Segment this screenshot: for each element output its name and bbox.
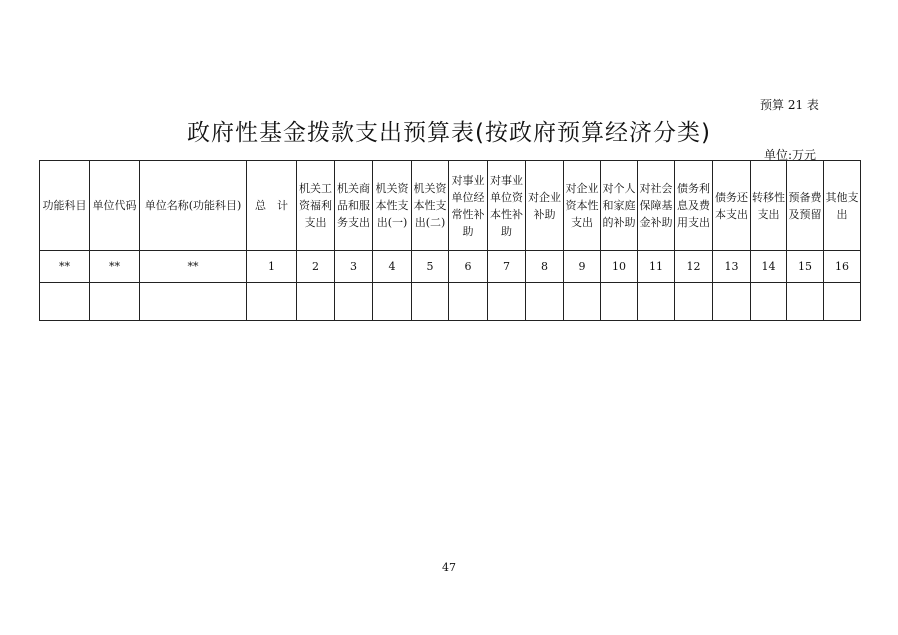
column-header-line: 机关资	[375, 182, 409, 195]
data-cell	[488, 283, 526, 321]
unit-label: 单位:万元	[764, 148, 817, 162]
column-header-line: 功能科目	[42, 199, 87, 212]
index-cell: 7	[488, 251, 526, 283]
column-header	[751, 161, 787, 251]
column-index-row	[40, 251, 861, 283]
column-header-line: 对企业	[565, 182, 599, 195]
column-header-line: 总 计	[255, 199, 288, 212]
data-cell	[449, 283, 488, 321]
column-header-line: 金补助	[639, 216, 673, 229]
column-header	[297, 161, 335, 251]
column-header	[373, 161, 412, 251]
column-header-line: 本性支	[375, 199, 409, 212]
data-cell	[335, 283, 373, 321]
column-header	[526, 161, 564, 251]
data-cell	[90, 283, 140, 321]
data-cell	[713, 283, 751, 321]
data-cell	[526, 283, 564, 321]
column-header-line: 债务还	[715, 190, 748, 204]
column-header	[564, 161, 601, 251]
column-header-line: 保障基	[639, 199, 673, 212]
data-cell	[297, 283, 335, 321]
column-header-line: 债务利	[677, 182, 710, 195]
header-row	[40, 161, 861, 251]
column-header-line: 息及费	[677, 199, 710, 212]
column-header-line: 补助	[533, 207, 556, 221]
index-cell: 6	[449, 251, 488, 283]
column-header	[90, 161, 140, 251]
column-header-line: 务支出	[337, 216, 370, 229]
column-header-line: 对事业	[451, 173, 485, 187]
index-cell: **	[90, 251, 140, 283]
index-cell: 8	[526, 251, 564, 283]
column-header-line: 品和服	[337, 199, 370, 212]
form-number: 预算 21 表	[760, 98, 819, 112]
column-header-line: 用支出	[677, 216, 710, 229]
index-cell: 11	[638, 251, 675, 283]
column-header-line: 对社会	[639, 182, 673, 195]
data-cell	[40, 283, 90, 321]
column-header-line: 本性支	[413, 199, 447, 212]
column-header-line: 出(二)	[414, 216, 446, 229]
index-cell: 10	[601, 251, 638, 283]
column-header-line: 对企业	[528, 190, 561, 204]
column-header-line: 预备费	[788, 190, 822, 204]
column-header-line: 的补助	[602, 216, 636, 229]
index-cell: 14	[751, 251, 787, 283]
column-header	[824, 161, 861, 251]
column-header-line: 支出	[757, 207, 780, 221]
column-header-line: 助	[501, 224, 512, 238]
column-header-line: 和家庭	[602, 199, 636, 212]
index-cell: **	[40, 251, 90, 283]
column-header-line: 资本性	[565, 199, 599, 212]
index-cell: 3	[335, 251, 373, 283]
index-cell: 5	[412, 251, 449, 283]
column-header	[247, 161, 297, 251]
column-header-line: 单位资	[490, 190, 523, 204]
empty-data-row	[40, 283, 861, 321]
index-cell: 13	[713, 251, 751, 283]
column-header	[787, 161, 824, 251]
column-header-line: 其他支	[825, 190, 859, 204]
column-header-line: 支出	[304, 216, 327, 229]
data-cell	[601, 283, 638, 321]
index-cell: **	[140, 251, 247, 283]
column-header	[140, 161, 247, 251]
column-header	[335, 161, 373, 251]
budget-table	[39, 160, 861, 321]
column-header-line: 支出	[571, 216, 593, 229]
column-header	[412, 161, 449, 251]
column-header-line: 机关资	[413, 182, 447, 195]
index-cell: 12	[675, 251, 713, 283]
index-cell: 2	[297, 251, 335, 283]
column-header	[449, 161, 488, 251]
column-header	[713, 161, 751, 251]
data-cell	[373, 283, 412, 321]
data-cell	[247, 283, 297, 321]
index-cell: 1	[247, 251, 297, 283]
column-header-line: 常性补	[451, 207, 485, 221]
column-header-line: 出	[836, 207, 848, 221]
index-cell: 15	[787, 251, 824, 283]
column-header	[488, 161, 526, 251]
page-title: 政府性基金拨款支出预算表(按政府预算经济分类)	[187, 120, 711, 146]
column-header-line: 对个人	[602, 182, 636, 195]
data-cell	[787, 283, 824, 321]
column-header-line: 及预留	[788, 207, 822, 221]
data-cell	[412, 283, 449, 321]
index-cell: 9	[564, 251, 601, 283]
column-header-line: 助	[462, 224, 474, 238]
data-cell	[564, 283, 601, 321]
column-header	[638, 161, 675, 251]
column-header-line: 本支出	[715, 207, 748, 221]
column-header	[601, 161, 638, 251]
column-header	[40, 161, 90, 251]
column-header-line: 机关商	[337, 182, 370, 195]
data-cell	[751, 283, 787, 321]
column-header-line: 转移性	[752, 190, 785, 204]
column-header-line: 对事业	[490, 173, 523, 187]
page-number: 47	[442, 561, 456, 574]
data-cell	[638, 283, 675, 321]
index-cell: 16	[824, 251, 861, 283]
column-header-line: 出(一)	[376, 216, 408, 229]
column-header-line: 单位代码	[92, 199, 137, 212]
column-header-line: 资福利	[299, 199, 332, 212]
column-header-line: 本性补	[490, 207, 523, 221]
column-header-line: 单位经	[451, 190, 485, 204]
column-header	[675, 161, 713, 251]
data-cell	[675, 283, 713, 321]
column-header-line: 单位名称(功能科目)	[144, 199, 242, 212]
data-cell	[140, 283, 247, 321]
data-cell	[824, 283, 861, 321]
column-header-line: 机关工	[299, 182, 332, 195]
index-cell: 4	[373, 251, 412, 283]
